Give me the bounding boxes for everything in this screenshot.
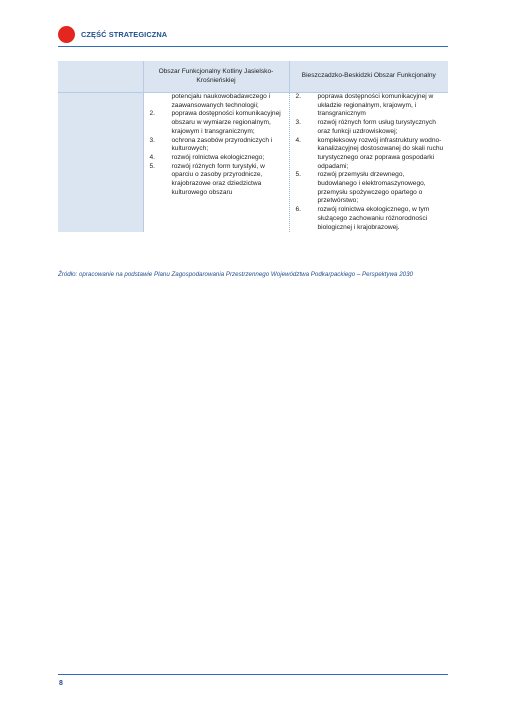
page-number: 8 (59, 680, 63, 687)
list-item: 2. poprawa dostępności komunikacyjnej w układzie regionalnym, krajowym, i transgranicznym (295, 93, 434, 118)
list-item: 5. rozwój przemysłu drzewnego, budowlanego i elektromaszynowego, przemysłu spożywczego opartego o przetwórstwo; (295, 171, 426, 205)
list-item: 5. rozwój różnych form turystyki, w oparciu o zasoby przyrodnicze, krajobrazowe oraz dziedzictwa kulturowego obszaru (149, 162, 265, 196)
list-item: 4. rozwój rolnictwa ekologicznego; (149, 153, 265, 161)
table-header-bieszczadzko-beskidzki: Bieszczadzko-Beskidzki Obszar Funkcjonalny (289, 61, 448, 93)
footer-divider (58, 674, 448, 675)
table-cell-bieszczadzko-beskidzki (289, 93, 448, 233)
list-item: potencjału naukowobadawczego i zaawansowanych technologii; (171, 93, 271, 109)
functional-areas-table (58, 61, 448, 232)
list-item: 4. kompleksowy rozwój infrastruktury wodno-kanalizacyjnej dostosowanej do skali ruchu turystycznego oraz poprawa gospodarki odpadami; (295, 136, 444, 170)
table-header-jasielsko-krosnienskiej: Obszar Funkcjonalny Kotliny Jasielsko-Krośnieńskiej (143, 61, 289, 93)
source-note: Źródło: opracowanie na podstawie Planu Zagospodarowania Przestrzennego Województwa Podkarpackiego – Perspektywa 2030 (58, 271, 413, 278)
table-header-empty (58, 61, 143, 93)
table-row (58, 93, 448, 233)
list-item: 2. poprawa dostępności komunikacyjnej obszaru w wymiarze regionalnym, krajowym i transgranicznym; (149, 110, 281, 135)
header-divider (58, 46, 448, 47)
page-header (58, 26, 448, 46)
table-header-row (58, 61, 448, 93)
list-item: 6. rozwój rolnictwa ekologicznego, w tym służącego zachowaniu różnorodności biologicznej i krajobrazowej. (295, 206, 430, 231)
section-title: CZĘŚĆ STRATEGICZNA (81, 30, 168, 39)
table-cell-empty (58, 93, 143, 233)
red-dot-icon (58, 26, 75, 43)
goals-list-jasielsko (144, 93, 289, 197)
goals-list-bieszczadzko (290, 93, 449, 232)
table-cell-jasielsko-krosnienskiej (143, 93, 289, 233)
list-item: 3. rozwój różnych form usług turystycznych oraz funkcji uzdrowiskowej; (295, 119, 436, 135)
list-item: 3. ochrona zasobów przyrodniczych i kulturowych; (149, 136, 273, 153)
